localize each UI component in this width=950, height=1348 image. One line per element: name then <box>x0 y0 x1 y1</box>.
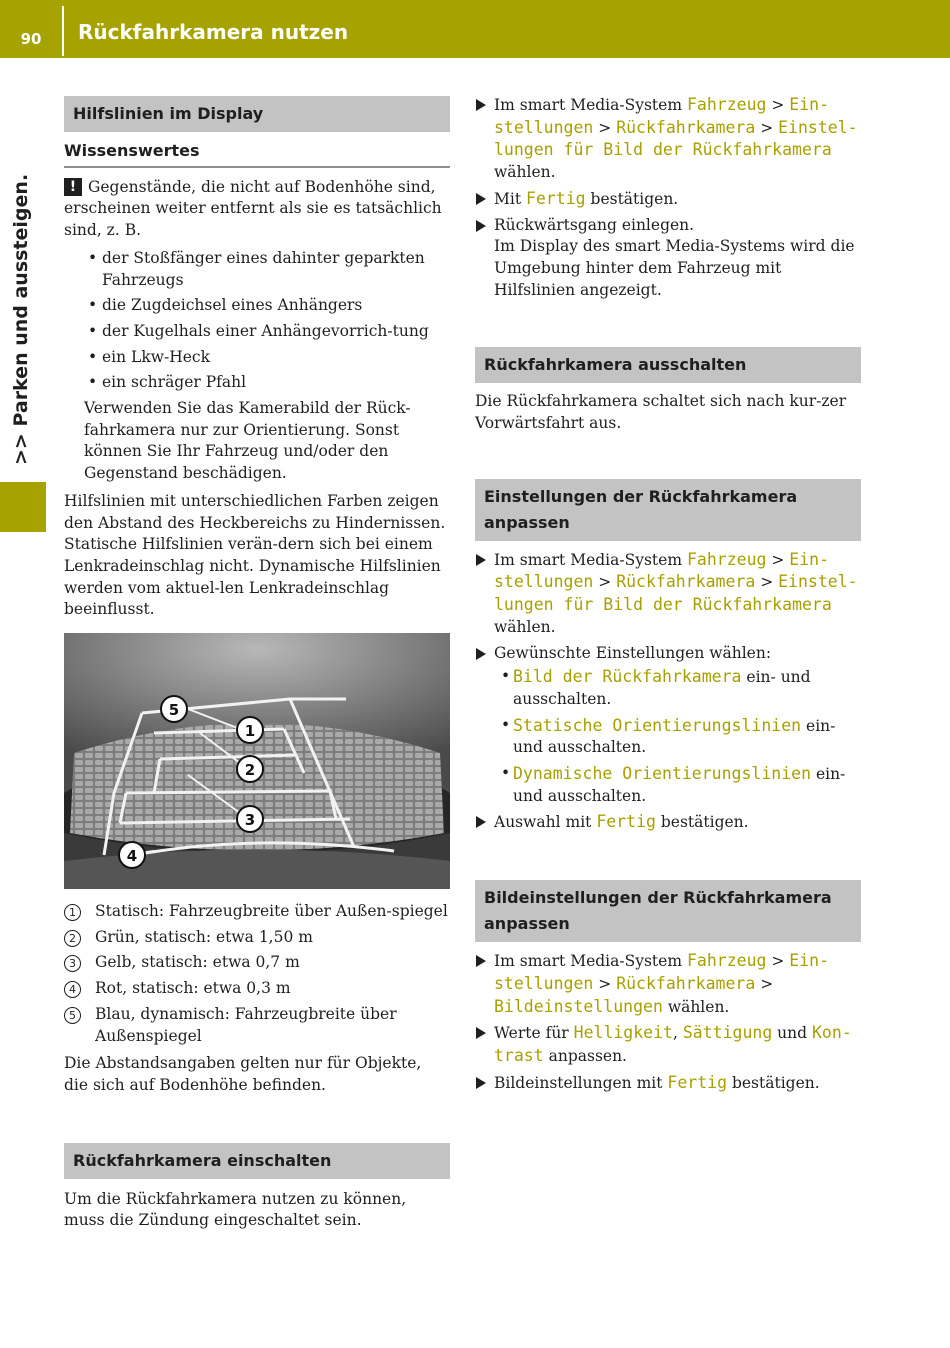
menu-fertig: Fertig <box>667 1072 728 1092</box>
step-item <box>475 950 861 1018</box>
menu-rueckfahrkamera: Rückfahrkamera <box>616 117 756 137</box>
menu-saettigung: Sättigung <box>682 1023 773 1043</box>
step-item <box>475 94 861 184</box>
legend-number: 5 <box>64 1007 81 1024</box>
left-column <box>64 96 450 1238</box>
settings-options <box>494 666 861 807</box>
menu-fahrzeug: Fahrzeug <box>686 549 767 569</box>
callout-label: 3 <box>244 811 256 830</box>
section-heading-guidelines: Hilfslinien im Display <box>64 96 450 132</box>
menu-fertig: Fertig <box>596 812 656 832</box>
step-detail: Im Display des smart Media-Systems wird die Umgebung hinter dem Fahrzeug mit Hilfslinien angezeigt. <box>494 237 855 299</box>
legend-text: Rot, statisch: etwa 0,3 m <box>95 979 291 998</box>
step-item <box>475 811 861 834</box>
separator: > <box>755 573 779 592</box>
callout-label: 5 <box>168 701 180 720</box>
menu-bildeinstellungen-kamera: Einstel-lungen für Bild der Rückfahrkamera <box>494 117 858 160</box>
menu-fahrzeug: Fahrzeug <box>686 95 767 114</box>
step-item <box>475 215 861 302</box>
list-item: • ein Lkw-Heck <box>102 347 450 369</box>
section-heading-switch-on: Rückfahrkamera einschalten <box>64 1143 450 1179</box>
separator: > <box>766 550 790 569</box>
step-text: bestätigen. <box>655 813 749 832</box>
menu-option: Statische Orientierungslinien <box>513 715 802 735</box>
section-heading-switch-off: Rückfahrkamera ausschalten <box>475 347 861 383</box>
step-text: wählen. <box>494 163 556 182</box>
menu-fertig: Fertig <box>525 188 586 208</box>
option-text: ein- und ausschalten. <box>513 765 846 805</box>
option-text: ein- und ausschalten. <box>513 716 836 757</box>
step-item <box>475 188 861 211</box>
page-title: Rückfahrkamera nutzen <box>78 20 349 44</box>
callout-5 <box>161 696 187 722</box>
legend-text: Gelb, statisch: etwa 0,7 m <box>95 953 300 972</box>
legend-item <box>64 901 450 923</box>
section-heading-settings: Einstellungen der Rückfahrkamera anpassen <box>475 479 861 541</box>
callout-label: 1 <box>244 722 256 741</box>
legend-item <box>64 927 450 949</box>
right-column <box>475 94 861 1098</box>
settings-steps <box>475 549 861 834</box>
menu-kontrast: Kon-trast <box>494 1023 852 1065</box>
step-text: wählen. <box>494 617 556 636</box>
switch-on-text: Um die Rückfahrkamera nutzen zu können, muss die Zündung eingeschaltet sein. <box>64 1189 407 1230</box>
section-heading-image-settings: Bildeinstellungen der Rückfahrkamera anpassen <box>475 880 861 942</box>
menu-einstellungen: Ein-stellungen <box>494 95 830 137</box>
menu-rueckfahrkamera: Rückfahrkamera <box>616 973 756 993</box>
callout-4 <box>119 842 145 868</box>
callout-label: 2 <box>244 761 256 780</box>
step-item <box>475 549 861 639</box>
menu-option: Dynamische Orientierungslinien <box>513 764 812 784</box>
step-item <box>475 643 861 808</box>
list-item: • ein schräger Pfahl <box>102 372 450 394</box>
step-text: wählen. <box>662 997 730 1016</box>
chapter-label: >> Parken und aussteigen. <box>10 173 32 465</box>
warning-text: Gegenstände, die nicht auf Bodenhöhe sind, erscheinen weiter entfernt als sie es tatsächlich sind, z. B. <box>64 177 442 240</box>
legend-item <box>64 952 450 974</box>
separator: > <box>766 96 790 114</box>
camera-image <box>64 633 450 889</box>
separator: > <box>755 118 779 137</box>
list-item: • die Zugdeichsel eines Anhängers <box>102 295 450 317</box>
step-text: Im smart Media-System <box>494 952 687 971</box>
step-text: Im smart Media-System <box>494 550 687 569</box>
separator: > <box>755 974 774 993</box>
example-list <box>64 248 450 394</box>
separator: , <box>672 1024 683 1043</box>
step-text: Rückwärtsgang einlegen. <box>494 215 695 234</box>
callout-label: 4 <box>126 847 138 866</box>
callout-2 <box>237 756 263 782</box>
callout-1 <box>237 717 263 743</box>
menu-bildeinstellungen: Bildeinstellungen <box>494 996 663 1016</box>
legend-number: 1 <box>64 904 81 921</box>
menu-helligkeit: Helligkeit <box>573 1023 673 1043</box>
activate-steps <box>475 94 861 301</box>
figure-legend <box>64 901 450 1047</box>
menu-einstellungen: Ein-stellungen <box>494 951 830 993</box>
switch-off-text: Die Rückfahrkamera schaltet sich nach kur-zer Vorwärtsfahrt aus. <box>475 392 847 433</box>
warning-paragraph <box>64 177 450 242</box>
legend-number: 3 <box>64 955 81 972</box>
separator: und <box>772 1024 812 1043</box>
warning-consequence: Verwenden Sie das Kamerabild der Rück-fahrkamera nur zur Orientierung. Sonst können Sie Ihr Fahrzeug und/oder den Gegenstand beschädigen. <box>84 399 411 483</box>
option-item <box>513 715 861 759</box>
option-item <box>513 763 861 807</box>
menu-option: Bild der Rückfahrkamera <box>513 667 742 687</box>
step-text: Werte für <box>494 1024 574 1043</box>
menu-einstellungen: Ein-stellungen <box>494 549 830 592</box>
list-item: • der Kugelhals einer Anhängevorrich-tung <box>102 321 450 343</box>
option-item <box>513 666 861 710</box>
step-text: anpassen. <box>543 1046 627 1065</box>
legend-item <box>64 1004 450 1047</box>
list-item: • der Stoßfänger eines dahinter geparkten Fahrzeugs <box>102 248 450 291</box>
menu-bildeinstellungen-kamera: Einstel-lungen für Bild der Rückfahrkamera <box>494 572 858 615</box>
step-text: Mit <box>494 189 526 208</box>
callout-3 <box>237 806 263 832</box>
legend-number: 4 <box>64 981 81 998</box>
step-item <box>475 1072 861 1095</box>
separator: > <box>593 118 617 137</box>
step-text: bestätigen. <box>585 189 679 208</box>
legend-item <box>64 978 450 1000</box>
menu-rueckfahrkamera: Rückfahrkamera <box>616 572 756 592</box>
legend-text: Blau, dynamisch: Fahrzeugbreite über Außenspiegel <box>95 1004 397 1045</box>
option-text: ein- und ausschalten. <box>513 668 811 708</box>
warning-icon: ! <box>64 178 82 196</box>
step-text: Gewünschte Einstellungen wählen: <box>494 643 772 662</box>
page-number: 90 <box>20 30 42 48</box>
legend-text: Statisch: Fahrzeugbreite über Außen-spiegel <box>95 902 448 921</box>
image-settings-steps <box>475 950 861 1094</box>
header-divider <box>62 6 64 56</box>
separator: > <box>593 974 617 993</box>
step-item <box>475 1022 861 1067</box>
separator: > <box>766 952 790 971</box>
step-text: Im smart Media-System <box>494 96 687 114</box>
legend-text: Grün, statisch: etwa 1,50 m <box>95 927 313 946</box>
chapter-tab <box>0 482 46 532</box>
guidelines-explanation: Hilfslinien mit unterschiedlichen Farben zeigen den Abstand des Heckbereichs zu Hindernissen. Statische Hilfslinien verän-dern sich bei einem Lenkradeinschlag nicht. Dynamische Hilfslinien werden vom aktuel-len Lenkradeinschlag beeinflusst. <box>64 491 446 619</box>
separator: > <box>593 573 617 592</box>
step-text: Auswahl mit <box>494 813 597 832</box>
menu-fahrzeug: Fahrzeug <box>686 951 767 971</box>
subheading-wissenswertes: Wissenswertes <box>64 132 450 168</box>
distance-note: Die Abstandsangaben gelten nur für Objekte, die sich auf Bodenhöhe befinden. <box>64 1054 422 1094</box>
legend-number: 2 <box>64 930 81 947</box>
step-text: Bildeinstellungen mit <box>494 1073 668 1092</box>
step-text: bestätigen. <box>727 1073 820 1092</box>
